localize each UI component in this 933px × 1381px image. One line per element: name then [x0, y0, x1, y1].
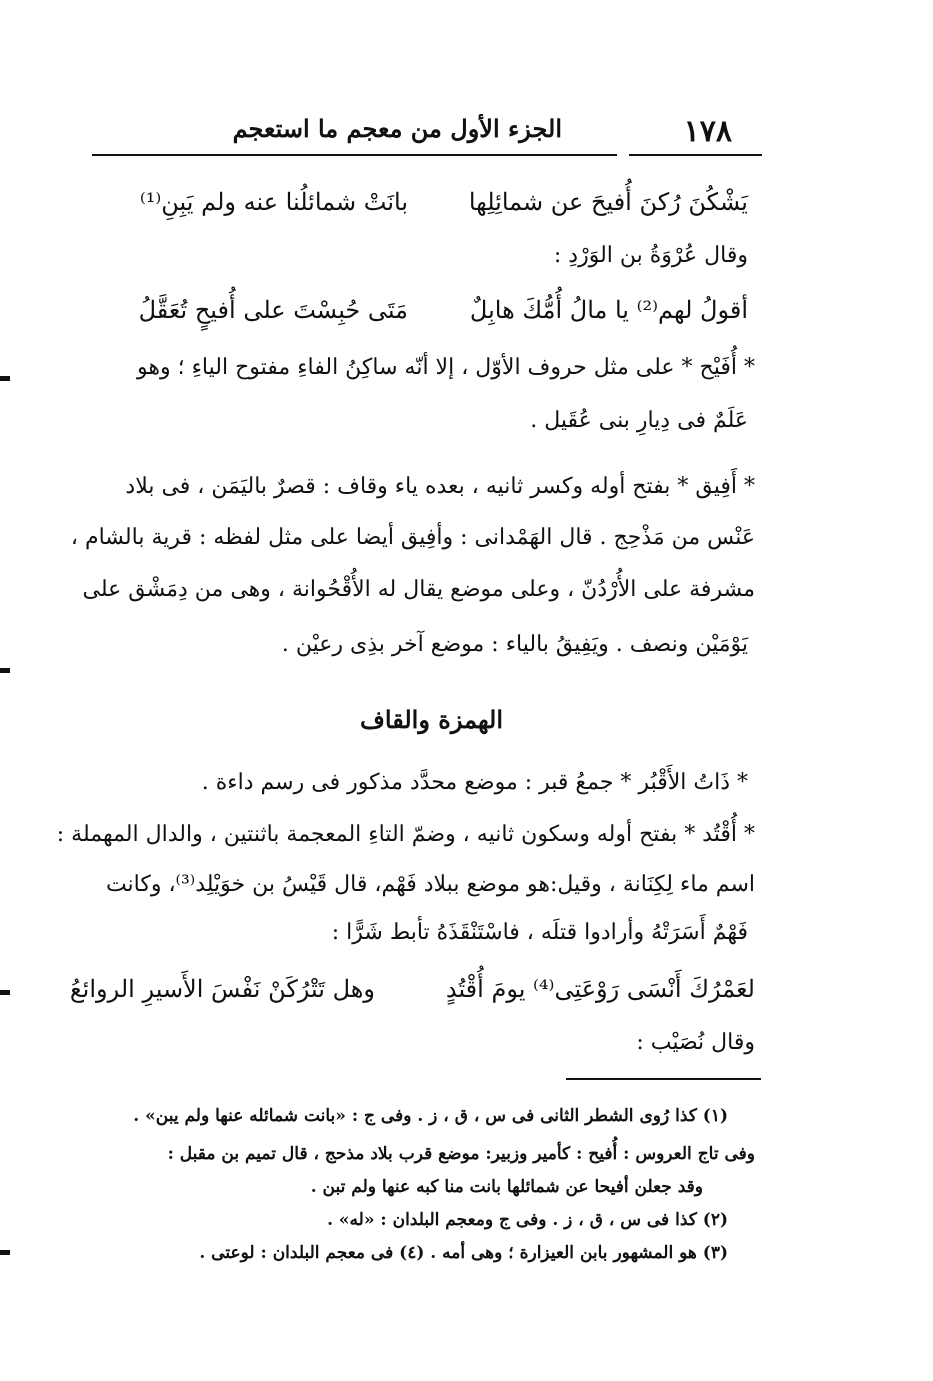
entry-afiq-line-1: * أَفِيق * بفتح أوله وكسر ثانيه ، بعده ياء وقاف : قصرٌ باليَمَن ، فى بلاد [125, 474, 755, 499]
scan-edge-mark [0, 990, 10, 995]
scan-edge-mark [0, 376, 10, 381]
scan-edge-mark [0, 668, 10, 673]
verse-intro-urwa: وقال عُرْوَةُ بن الوَرْدِ : [553, 243, 748, 268]
verse-1-second-hemistich: بانَتْ شمائلُنا عنه ولم يَبِنِ⁽¹⁾ [139, 188, 408, 216]
entry-aqtud-line-1: * أُقْتُد * بفتح أوله وسكون ثانيه ، وضمّ التاءِ المعجمة باثنتين ، والدال المهملة : [56, 822, 755, 847]
entry-aqtud-line-2: اسم ماء لِكِنَانة ، وقيل:هو موضع ببلاد فَهْم، قال قَيْسُ بن خوَيْلِد⁽³⁾، وكانت [105, 872, 755, 897]
verse-2 [138, 296, 748, 332]
entry-afiq-line-2: عَنْس من مَذْحِج . قال الهَمْدانى : وأفِيق أيضا على مثل لفظه : قرية بالشام ، [70, 525, 755, 550]
footnote-rule [566, 1078, 761, 1080]
verse-1-first-hemistich: يَشْكُنَ رُكنَ أُفيحَ عن شمائِلِها [468, 188, 748, 216]
header-rule [92, 154, 617, 156]
verse-2-second-hemistich: مَتَى حُبِسْتَ على أُفيحٍ تُعَقَّلُ [138, 296, 408, 324]
running-title: الجزء الأول من معجم ما استعجم [232, 114, 562, 143]
scan-edge-mark [0, 1250, 10, 1255]
entry-aqbur: * ذَاتُ الأَقْبُر * جمعُ قبر : موضع محدَّد مذكور فى رسم داءة . [201, 770, 748, 795]
verse-3-second-hemistich: وهل تَتْرُكَنْ نَفْسَ الأَسيرِ الروائعُ [69, 975, 375, 1003]
entry-afih-line-1: * أُفَيْح * على مثل حروف الأوّل ، إلا أنّه ساكِنُ الفاءِ مفتوح الياءِ ؛ وهو [137, 355, 755, 380]
verse-3-first-hemistich: لعَمْرُكَ أَنْسَى رَوْعَتِى⁽⁴⁾ يومَ أُقْتُدٍ [445, 975, 755, 1003]
verse-2-first-hemistich: أقولُ لهم⁽²⁾ يا مالُ أُمُّكَ هابِلٌ [469, 296, 748, 324]
footnote-2: (٢) كذا فى س ، ق ، ز . وفى ج ومعجم البلدان : «له» . [327, 1210, 728, 1230]
footnote-1-verse: وقد جعلن أفيحا عن شمائلها بانت منا كبه عنها ولم تبن . [310, 1177, 703, 1197]
header-rule [629, 154, 762, 156]
verse-intro-nusayb: وقال نُصَيْب : [636, 1030, 755, 1055]
running-header [92, 108, 762, 156]
entry-aqtud-line-3: فَهْمٌ أَسَرَتْهُ وأرادوا قتلَه ، فاسْتَنْقَذَهُ تأبط شَرًّا : [331, 920, 748, 945]
verse-3 [69, 975, 755, 1011]
entry-afiq-line-4: يَوْمَيْن ونصف . ويَفِيقُ بالياء : موضع آخر بذِى رعيْن . [281, 632, 748, 657]
page-number: ١٧٨ [683, 114, 732, 149]
section-heading: الهمزة والقاف [360, 705, 503, 734]
footnote-1: (١) كذا رُوى الشطر الثانى فى س ، ق ، ز . وفى ج : «بانت شمائله عنها ولم يبن» . [133, 1106, 728, 1126]
verse-1 [139, 188, 748, 224]
footnote-1-continued: وفى تاج العروس : أُفيح : كأمير وزبير: موضع قرب بلاد مذحج ، قال تميم بن مقبل : [167, 1144, 755, 1164]
entry-afih-line-2: عَلَمٌ فى دِيارِ بنى عُقَيل . [530, 408, 748, 433]
entry-afiq-line-3: مشرفة على الأُرْدُنّ ، وعلى موضع يقال له الأُقْحُوانة ، وهى من دِمَشْق على [82, 577, 755, 602]
footnote-3-4: (٣) هو المشهور بابن العيزارة ؛ وهى أمه . (٤) فى معجم البلدان : لوعتى . [199, 1243, 728, 1263]
